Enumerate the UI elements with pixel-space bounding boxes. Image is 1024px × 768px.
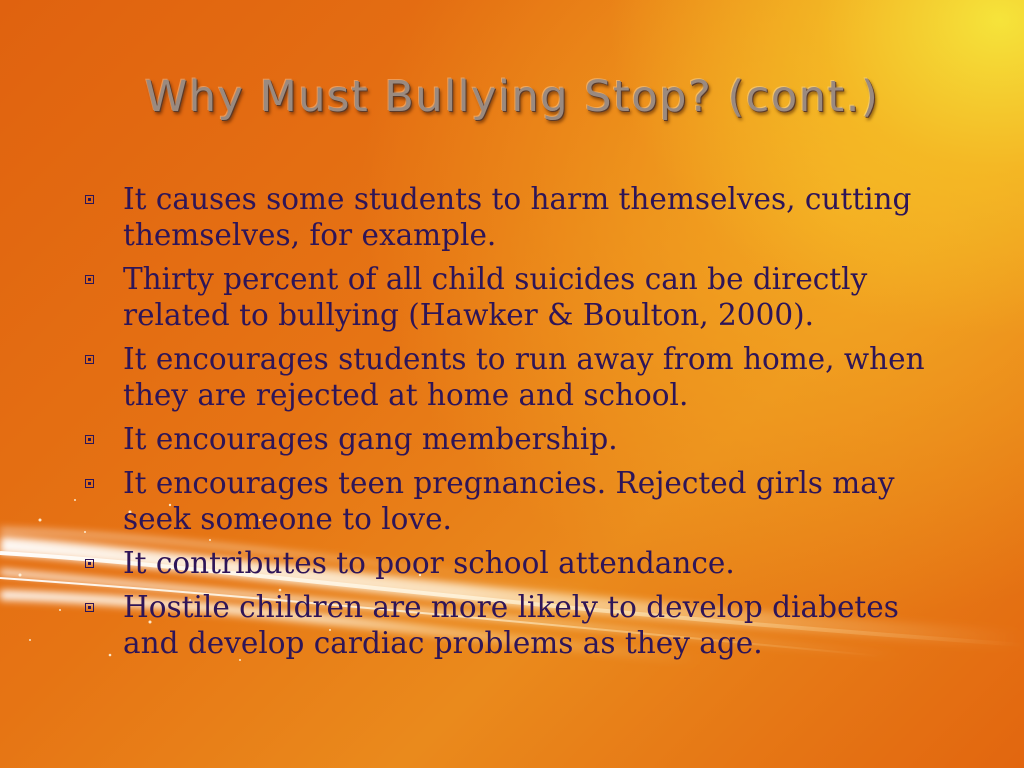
slide-title: Why Must Bullying Stop? (cont.)	[144, 72, 880, 122]
square-bullet-icon	[85, 435, 94, 444]
list-item	[80, 421, 960, 457]
bullet-text: It contributes to poor school attendance.	[123, 546, 735, 580]
list-item	[80, 341, 960, 413]
list-item	[80, 261, 960, 333]
list-item	[80, 465, 960, 537]
square-bullet-icon	[85, 479, 94, 488]
bullet-text: Thirty percent of all child suicides can be directly related to bullying (Hawker & Boulton, 2000).	[123, 262, 868, 332]
list-item	[80, 589, 960, 661]
square-bullet-icon	[85, 195, 94, 204]
bullet-text: It encourages gang membership.	[123, 422, 618, 456]
square-bullet-icon	[85, 559, 94, 568]
list-item	[80, 181, 960, 253]
square-bullet-icon	[85, 603, 94, 612]
bullet-text: It encourages teen pregnancies. Rejected girls may seek someone to love.	[123, 466, 895, 536]
bullet-text: Hostile children are more likely to develop diabetes and develop cardiac problems as they age.	[123, 590, 899, 660]
bullet-text: It encourages students to run away from home, when they are rejected at home and school.	[123, 342, 925, 412]
bullet-text: It causes some students to harm themselves, cutting themselves, for example.	[123, 182, 912, 252]
square-bullet-icon	[85, 275, 94, 284]
list-item	[80, 545, 960, 581]
square-bullet-icon	[85, 355, 94, 364]
bullet-list	[80, 181, 960, 669]
